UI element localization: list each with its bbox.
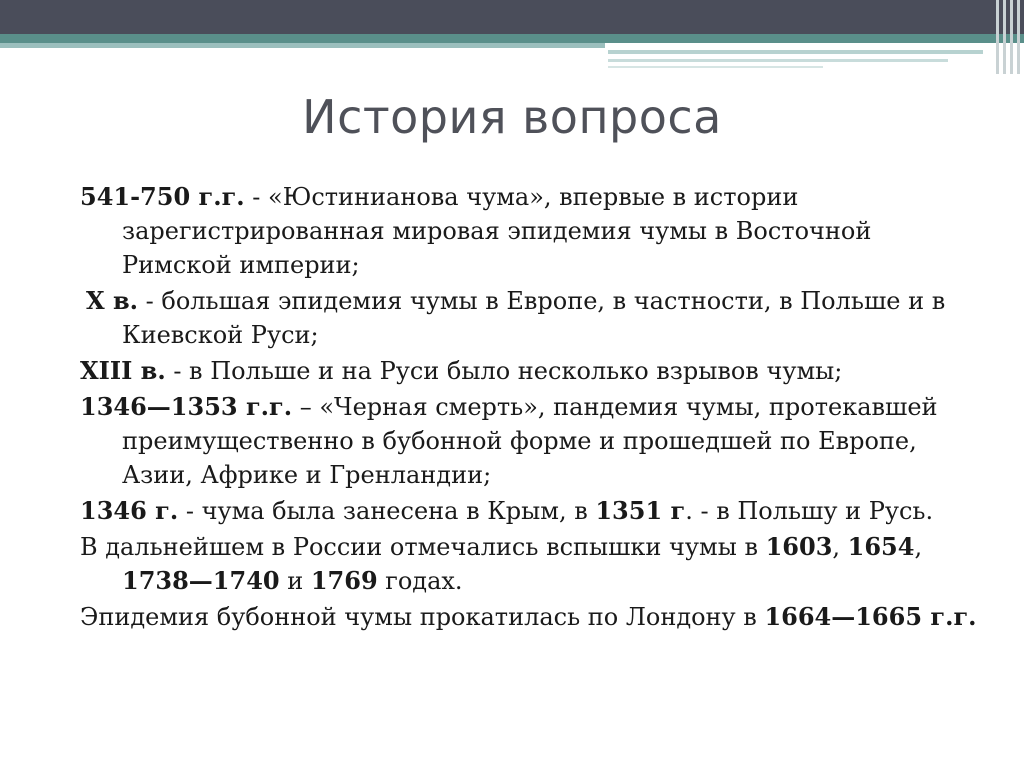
item-date: XIII в. <box>80 356 166 385</box>
item-text: – «Черная смерть», пандемия чумы, протекавшей преимущественно в бубонной форме и прошедшей по Европе, Азии, Африке и Гренландии; <box>122 393 938 489</box>
list-item <box>80 530 980 598</box>
list-item <box>80 284 980 352</box>
item-separator: и <box>279 567 311 595</box>
item-text: - чума была занесена в Крым, в <box>178 497 596 525</box>
list-item <box>80 354 980 388</box>
item-date: 1346 г. <box>80 496 179 525</box>
slide-title: История вопроса <box>302 90 722 144</box>
item-date: 1654 <box>847 532 915 561</box>
item-date: 1603 <box>765 532 833 561</box>
header-line <box>608 66 823 68</box>
item-date: 1769 <box>310 566 378 595</box>
item-text: В дальнейшем в России отмечались вспышки чумы в <box>80 533 766 561</box>
item-text: - большая эпидемия чумы в Европе, в частности, в Польше и в Киевской Руси; <box>122 287 946 349</box>
item-date: 1664—1665 г.г. <box>764 602 977 631</box>
item-separator: , <box>832 533 848 561</box>
item-date: Х в. <box>86 286 139 315</box>
item-date: 541-750 г.г. <box>80 182 245 211</box>
list-item <box>80 390 980 492</box>
header-vertical-bars <box>992 0 1024 74</box>
item-text: Эпидемия бубонной чумы прокатилась по Лондону в <box>80 603 765 631</box>
item-date: 1738—1740 <box>122 566 280 595</box>
header-bar-teal-light <box>0 43 605 48</box>
header-bar-teal <box>0 34 1024 43</box>
list-item <box>80 180 980 282</box>
item-date: 1346—1353 г.г. <box>80 392 293 421</box>
item-separator: , <box>914 533 923 561</box>
item-text: - «Юстинианова чума», впервые в истории зарегистрированная мировая эпидемия чумы в Восточной Римской империи; <box>122 183 872 279</box>
list-item <box>80 494 980 528</box>
item-text: - в Польше и на Руси было несколько взрывов чумы; <box>165 357 843 385</box>
list-item <box>80 600 980 634</box>
item-text: . - в Польшу и Русь. <box>685 497 934 525</box>
item-text: годах. <box>377 567 463 595</box>
header-line <box>608 50 983 54</box>
slide-body <box>80 180 980 636</box>
header-bar-dark <box>0 0 1024 34</box>
item-date: 1351 г <box>595 496 686 525</box>
header-line <box>608 59 948 62</box>
